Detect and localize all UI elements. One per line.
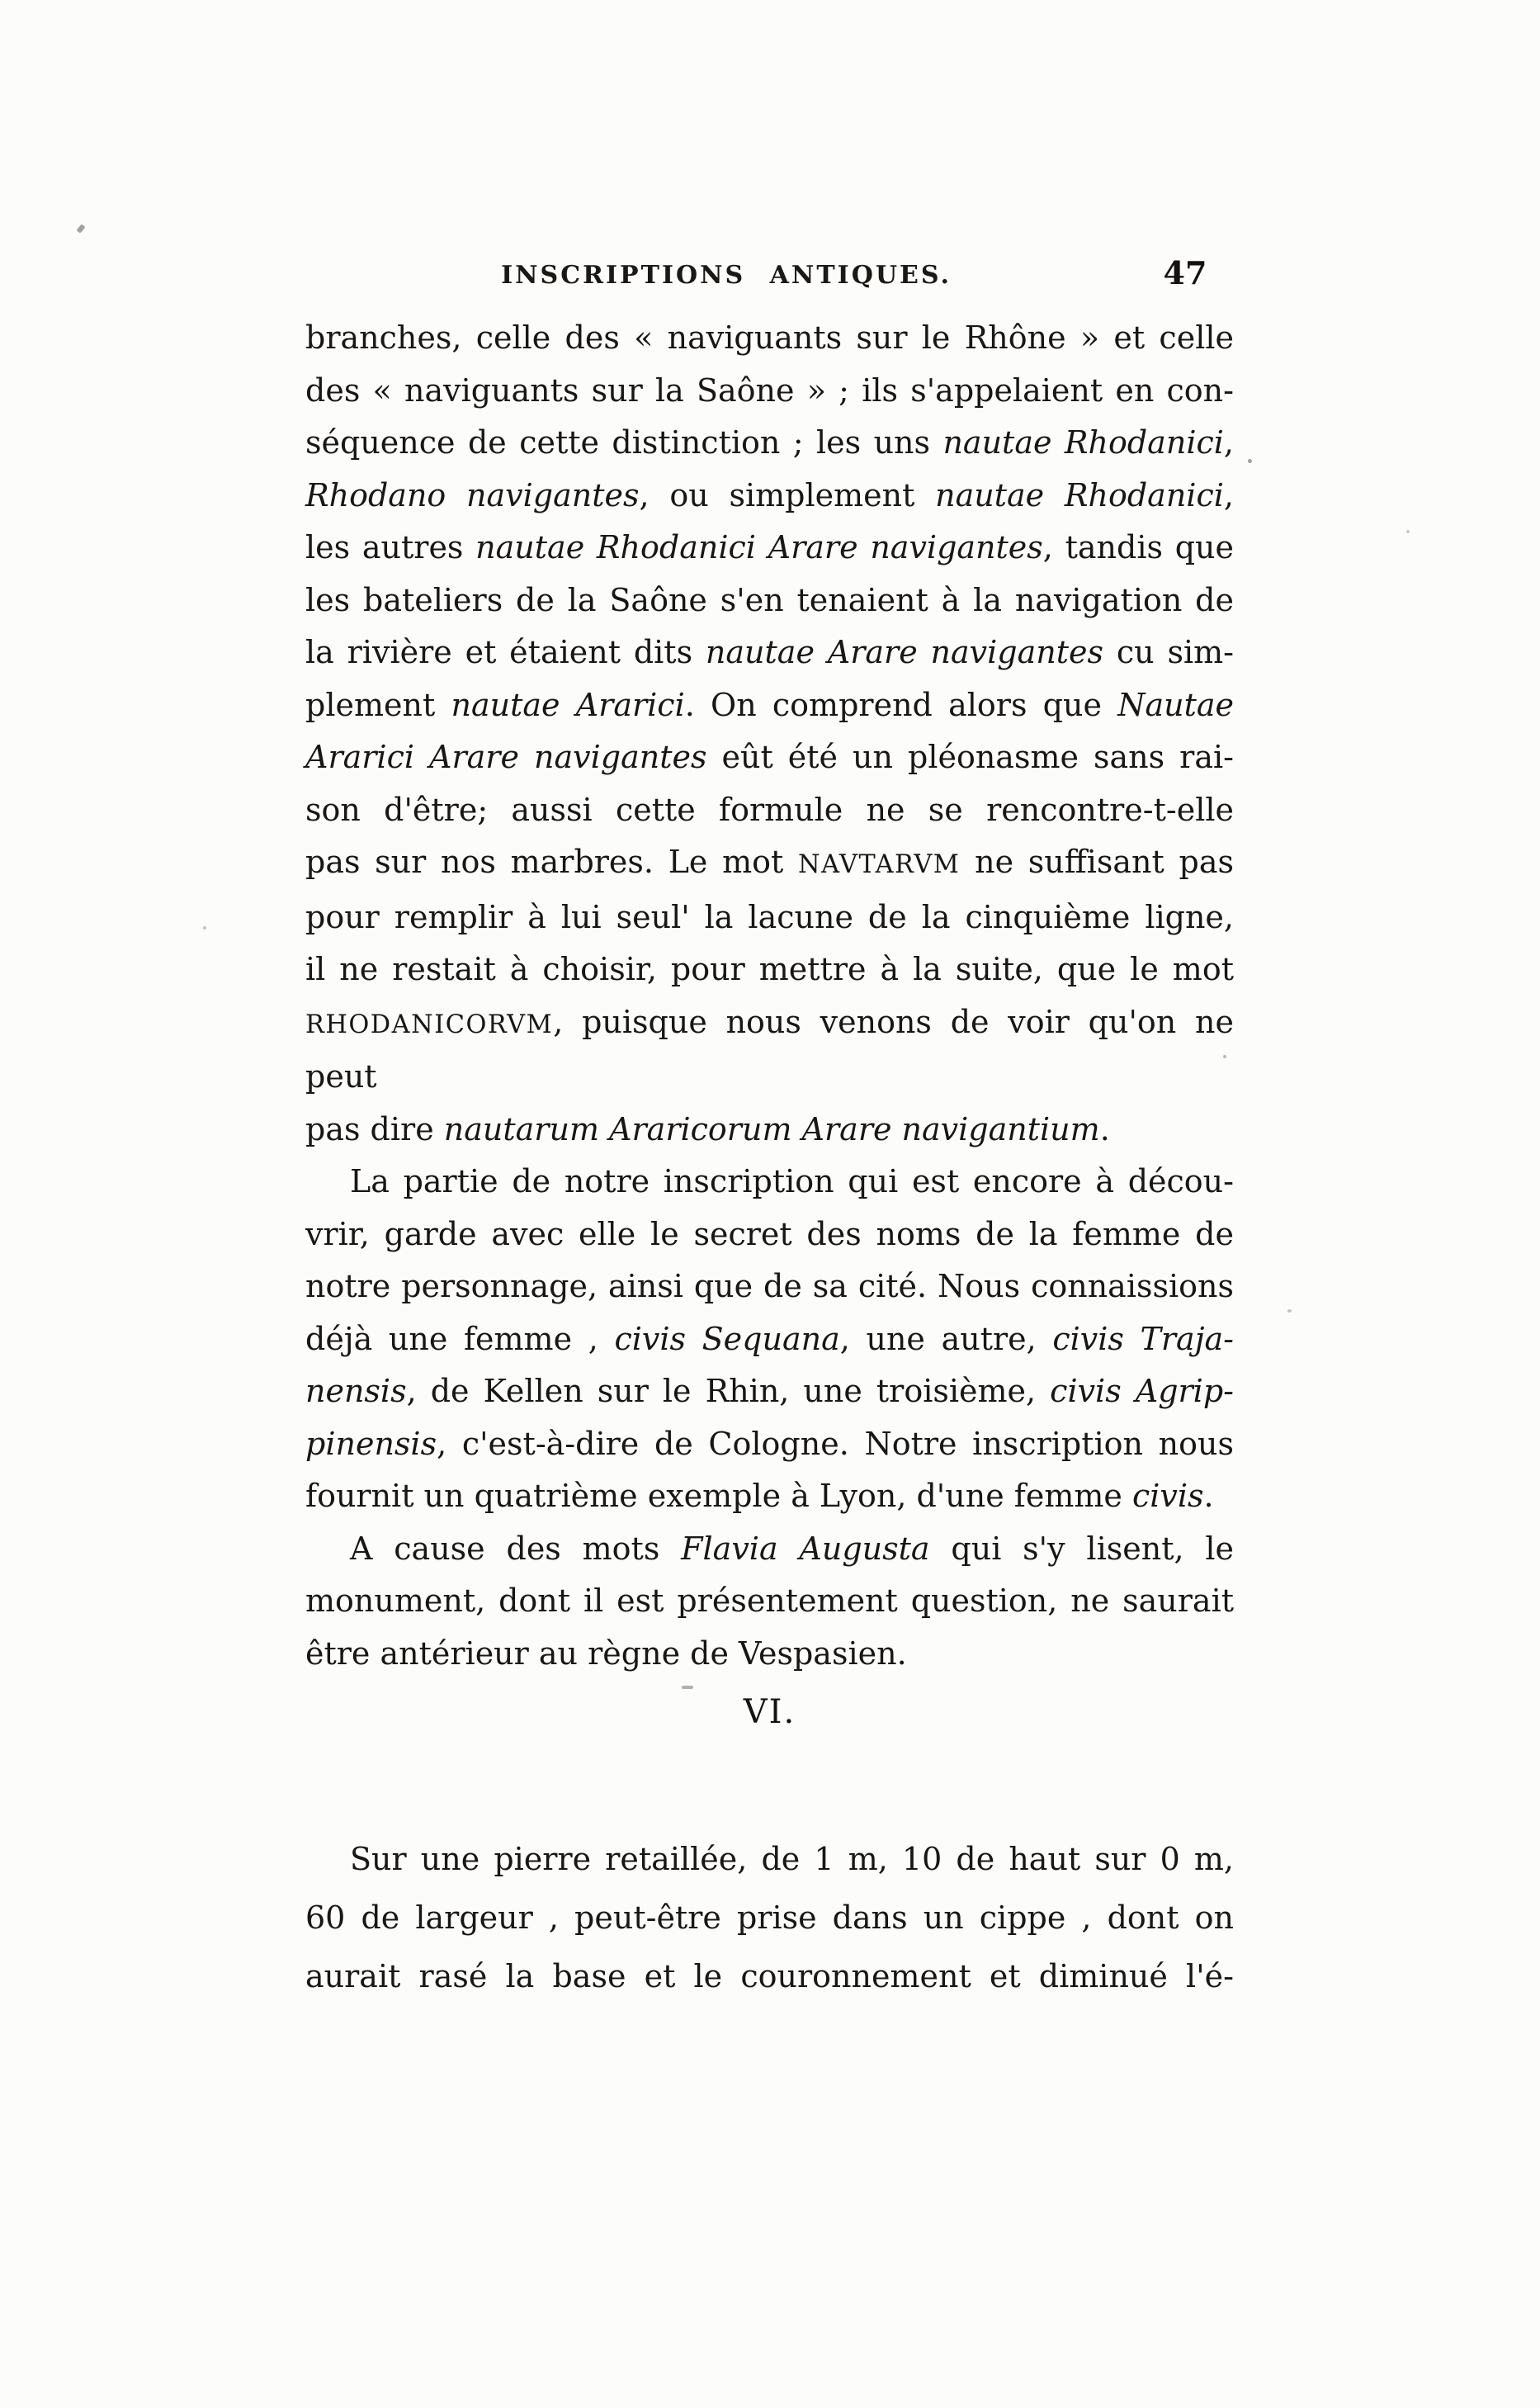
text-segment: Sur une pierre retaillée, de 1 m, 10 de haut sur 0 m, bbox=[350, 1841, 1234, 1877]
text-segment: notre personnage, ainsi que de sa cité. Nous connaissions bbox=[305, 1268, 1234, 1304]
running-header: INSCRIPTIONS ANTIQUES. bbox=[501, 261, 952, 290]
text-line bbox=[305, 1830, 1234, 1889]
text-line bbox=[305, 365, 1234, 418]
text-line bbox=[305, 1418, 1234, 1471]
text-line bbox=[305, 1156, 1234, 1209]
text-segment: ne suffisant pas bbox=[960, 844, 1234, 880]
text-segment: , puisque nous venons de voir qu'on ne peut bbox=[305, 1003, 1234, 1095]
text-segment: qui s'y lisent, le bbox=[929, 1530, 1235, 1567]
text-line bbox=[305, 1104, 1234, 1157]
text-line bbox=[305, 1628, 1234, 1681]
text-line bbox=[305, 1947, 1234, 2006]
text-line bbox=[305, 836, 1234, 892]
text-line bbox=[305, 1575, 1234, 1628]
scan-speck bbox=[1248, 459, 1252, 463]
text-segment: des « naviguants sur la Saône » ; ils s'appelaient en con- bbox=[305, 371, 1234, 409]
text-line bbox=[305, 522, 1234, 575]
text-segment: pas sur nos marbres. Le mot bbox=[305, 844, 799, 880]
text-segment: . On comprend alors que bbox=[684, 686, 1118, 723]
text-segment: . bbox=[1099, 1110, 1110, 1147]
text-segment: son d'être; aussi cette formule ne se rencontre-t-elle bbox=[305, 791, 1234, 828]
smallcaps-text: NAVTARVM bbox=[798, 850, 961, 879]
text-segment: branches, celle des « naviguants sur le Rhône » et celle bbox=[305, 319, 1234, 356]
text-segment: les autres bbox=[305, 529, 476, 565]
text-segment: fournit un quatrième exemple à Lyon, d'une femme bbox=[305, 1478, 1132, 1514]
text-line bbox=[305, 944, 1234, 996]
italic-text: civis Traja- bbox=[1052, 1320, 1234, 1357]
italic-text: Ararici Arare navigantes bbox=[305, 739, 707, 775]
text-segment: monument, dont il est présentement question, ne saurait bbox=[305, 1582, 1234, 1619]
scan-speck bbox=[682, 1686, 693, 1689]
text-segment: les bateliers de la Saône s'en tenaient à la navigation de bbox=[305, 581, 1234, 618]
text-segment: La partie de notre inscription qui est encore à décou- bbox=[350, 1163, 1234, 1199]
text-segment: , tandis que bbox=[1042, 529, 1234, 565]
text-line bbox=[305, 417, 1234, 470]
text-segment: , bbox=[1223, 424, 1234, 461]
text-segment: , de Kellen sur le Rhin, une troisième, bbox=[406, 1373, 1051, 1409]
scan-speck bbox=[203, 926, 206, 930]
text-segment: , une autre, bbox=[839, 1320, 1053, 1357]
paragraph bbox=[305, 1830, 1234, 2006]
italic-text: nautae Rhodanici bbox=[942, 424, 1224, 461]
text-block bbox=[305, 312, 1234, 2006]
italic-text: nautae Rhodanici Arare navigantes bbox=[475, 529, 1043, 565]
scan-speck bbox=[1406, 530, 1410, 533]
scan-speck bbox=[1287, 1309, 1292, 1313]
scan-speck bbox=[1223, 1055, 1226, 1058]
italic-text: civis bbox=[1131, 1478, 1204, 1514]
smallcaps-text: RHODANICORVM bbox=[305, 1010, 554, 1039]
text-line bbox=[305, 1889, 1234, 1947]
text-line bbox=[305, 575, 1234, 627]
italic-text: nautarum Araricorum Arare navigantium bbox=[443, 1110, 1100, 1147]
paragraph bbox=[305, 312, 1234, 1156]
text-segment: eût été un pléonasme sans rai- bbox=[706, 739, 1234, 775]
text-line bbox=[305, 627, 1234, 679]
text-segment: aurait rasé la base et le couronnement et diminué l'é- bbox=[305, 1958, 1234, 1994]
text-line bbox=[305, 996, 1234, 1104]
text-segment: séquence de cette distinction ; les uns bbox=[305, 424, 943, 461]
italic-text: Rhodano navigantes bbox=[305, 476, 640, 513]
text-line bbox=[305, 1523, 1234, 1576]
italic-text: nautae Rhodanici bbox=[935, 476, 1224, 513]
text-line bbox=[305, 1365, 1234, 1418]
italic-text: nautae Ararici bbox=[451, 686, 685, 723]
text-segment: A cause des mots bbox=[350, 1530, 682, 1567]
text-line bbox=[305, 312, 1234, 365]
text-segment: vrir, garde avec elle le secret des noms de la femme de bbox=[305, 1215, 1234, 1252]
text-line bbox=[305, 1313, 1234, 1366]
text-segment: plement bbox=[305, 686, 451, 723]
page-number: 47 bbox=[1163, 254, 1207, 291]
text-line bbox=[305, 679, 1234, 732]
text-segment: cu sim- bbox=[1103, 634, 1234, 670]
italic-text: pinensis bbox=[305, 1425, 437, 1462]
paragraph bbox=[305, 1523, 1234, 1681]
text-segment: , c'est-à-dire de Cologne. Notre inscription nous bbox=[437, 1425, 1234, 1462]
text-segment: 60 de largeur , peut-être prise dans un cippe , dont on bbox=[305, 1899, 1234, 1936]
text-segment: , bbox=[1223, 476, 1234, 513]
section-heading: VI. bbox=[743, 1693, 796, 1731]
text-line bbox=[305, 784, 1234, 837]
paragraph bbox=[305, 1156, 1234, 1523]
italic-text: civis Agrip- bbox=[1050, 1373, 1235, 1409]
text-segment: pas dire bbox=[305, 1110, 444, 1147]
text-segment: déjà une femme , bbox=[305, 1320, 615, 1357]
text-segment: il ne restait à choisir, pour mettre à la suite, que le mot bbox=[305, 951, 1234, 987]
text-line bbox=[305, 731, 1234, 784]
italic-text: Flavia Augusta bbox=[681, 1530, 930, 1567]
text-line bbox=[305, 892, 1234, 944]
text-line bbox=[305, 1470, 1234, 1523]
text-segment: , ou simplement bbox=[639, 476, 936, 513]
italic-text: nensis bbox=[305, 1373, 407, 1409]
text-line bbox=[305, 470, 1234, 523]
text-line bbox=[305, 1209, 1234, 1261]
italic-text: Nautae bbox=[1117, 686, 1234, 723]
italic-text: civis Sequana bbox=[614, 1320, 840, 1357]
text-segment: être antérieur au règne de Vespasien. bbox=[305, 1635, 907, 1672]
text-segment: . bbox=[1203, 1478, 1214, 1514]
text-segment: pour remplir à lui seul' la lacune de la cinquième ligne, bbox=[305, 898, 1234, 935]
scan-speck bbox=[76, 224, 85, 234]
text-line bbox=[305, 1261, 1234, 1313]
italic-text: nautae Arare navigantes bbox=[705, 634, 1104, 670]
text-segment: la rivière et étaient dits bbox=[305, 634, 706, 670]
